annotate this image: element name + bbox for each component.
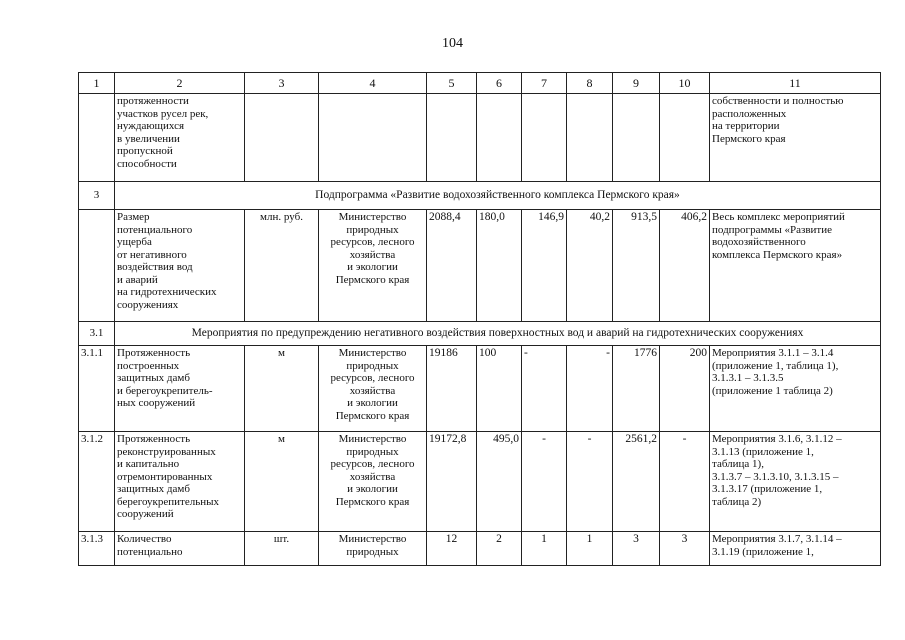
table-row [79,432,881,532]
value-cell: 3 [613,532,660,566]
indicator-name: Размер потенциального ущерба от негативного воздействия вод и аварий на гидротехнических сооружениях [115,210,245,322]
unit [245,94,319,182]
measures-reference: Мероприятия 3.1.7, 3.1.14 – 3.1.19 (приложение 1, [710,532,881,566]
responsible-body [319,94,427,182]
column-number: 6 [477,73,522,94]
value-cell: 913,5 [613,210,660,322]
value-cell: 19172,8 [427,432,477,532]
column-number: 7 [522,73,567,94]
value-cell [427,94,477,182]
table-row [79,346,881,432]
column-number: 3 [245,73,319,94]
value-cell [613,94,660,182]
row-number: 3.1.3 [79,532,115,566]
row-number [79,94,115,182]
section-row [79,182,881,210]
table-row [79,210,881,322]
column-number: 10 [660,73,710,94]
indicator-name: Протяженность реконструированных и капитально отремонтированных защитных дамб берегоукрепительных сооружений [115,432,245,532]
value-cell [660,94,710,182]
section-title: Подпрограмма «Развитие водохозяйственного комплекса Пермского края» [115,182,881,210]
value-cell: 1 [567,532,613,566]
value-cell [522,94,567,182]
value-cell: 406,2 [660,210,710,322]
column-number: 1 [79,73,115,94]
value-cell: 1776 [613,346,660,432]
column-number-row [79,73,881,94]
section-title: Мероприятия по предупреждению негативного воздействия поверхностных вод и аварий на гидротехнических сооружениях [115,322,881,346]
row-number [79,210,115,322]
unit: м [245,432,319,532]
column-number: 5 [427,73,477,94]
value-cell: - [522,432,567,532]
section-number: 3.1 [79,322,115,346]
value-cell: 2561,2 [613,432,660,532]
column-number: 8 [567,73,613,94]
responsible-body: Министерство природных [319,532,427,566]
indicator-name: Протяженность построенных защитных дамб и берегоукрепитель- ных сооружений [115,346,245,432]
value-cell: 495,0 [477,432,522,532]
value-cell: 1 [522,532,567,566]
value-cell: 2 [477,532,522,566]
measures-reference: Весь комплекс мероприятий подпрограммы «Развитие водохозяйственного комплекса Пермского края» [710,210,881,322]
value-cell: 2088,4 [427,210,477,322]
value-cell: 12 [427,532,477,566]
row-number: 3.1.1 [79,346,115,432]
value-cell: 180,0 [477,210,522,322]
section-row [79,322,881,346]
value-cell: 3 [660,532,710,566]
value-cell: - [522,346,567,432]
responsible-body: Министерство природных ресурсов, лесного хозяйства и экологии Пермского края [319,346,427,432]
value-cell: 19186 [427,346,477,432]
value-cell: 100 [477,346,522,432]
table-row [79,94,881,182]
column-number: 2 [115,73,245,94]
column-number: 11 [710,73,881,94]
unit: м [245,346,319,432]
unit: млн. руб. [245,210,319,322]
responsible-body: Министерство природных ресурсов, лесного хозяйства и экологии Пермского края [319,210,427,322]
measures-reference: собственности и полностью расположенных на территории Пермского края [710,94,881,182]
value-cell: 146,9 [522,210,567,322]
column-number: 9 [613,73,660,94]
responsible-body: Министерство природных ресурсов, лесного хозяйства и экологии Пермского края [319,432,427,532]
measures-reference: Мероприятия 3.1.6, 3.1.12 – 3.1.13 (приложение 1, таблица 1), 3.1.3.7 – 3.1.3.10, 3.1.3.15 – 3.1.3.17 (приложение 1, таблица 2) [710,432,881,532]
table-row [79,532,881,566]
measures-reference: Мероприятия 3.1.1 – 3.1.4 (приложение 1, таблица 1), 3.1.3.1 – 3.1.3.5 (приложение 1 таблица 2) [710,346,881,432]
page-number: 104 [442,36,463,51]
row-number: 3.1.2 [79,432,115,532]
indicator-name: протяженности участков русел рек, нуждающихся в увеличении пропускной способности [115,94,245,182]
value-cell [567,94,613,182]
value-cell: 200 [660,346,710,432]
column-number: 4 [319,73,427,94]
value-cell: - [567,432,613,532]
value-cell: 40,2 [567,210,613,322]
indicator-name: Количество потенциально [115,532,245,566]
indicators-table [78,72,881,566]
unit: шт. [245,532,319,566]
value-cell: - [567,346,613,432]
section-number: 3 [79,182,115,210]
value-cell [477,94,522,182]
value-cell: - [660,432,710,532]
